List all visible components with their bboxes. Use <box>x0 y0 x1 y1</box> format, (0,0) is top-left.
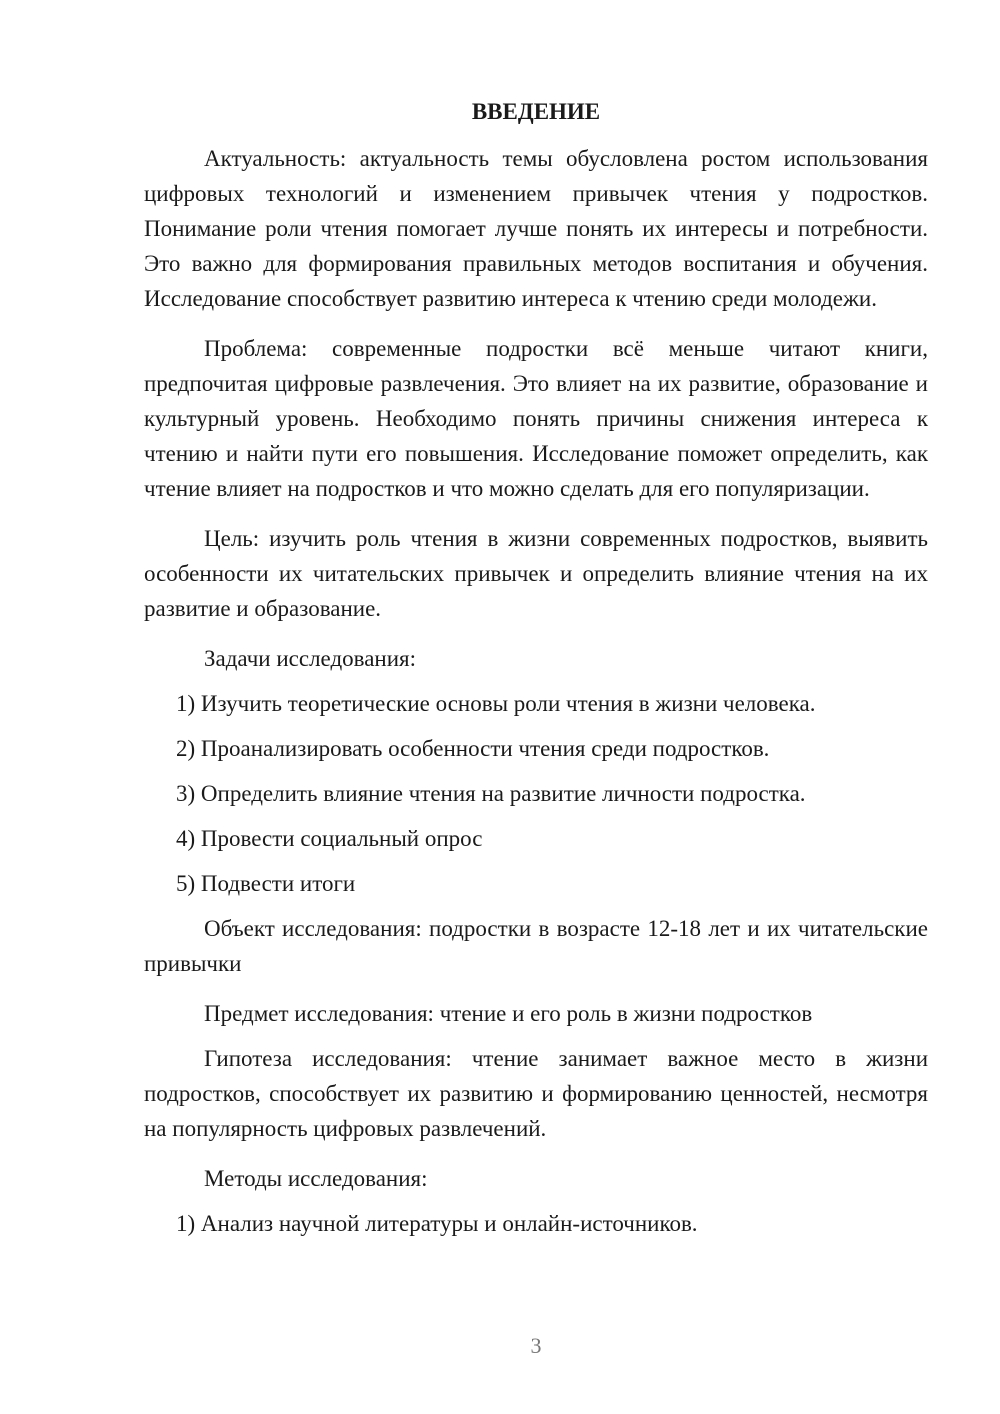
goal-paragraph: Цель: изучить роль чтения в жизни современных подростков, выявить особенности их читательских привычек и определить влияние чтения на их развитие и образование. <box>144 526 928 621</box>
list-item: 1) Изучить теоретические основы роли чтения в жизни человека. <box>176 691 816 716</box>
tasks-heading: Задачи исследования: <box>204 646 417 671</box>
methods-list <box>144 1206 928 1241</box>
relevance-paragraph: Актуальность: актуальность темы обусловлена ростом использования цифровых технологий и изменением привычек чтения у подростков. Понимание роли чтения помогает лучше понять их интересы и потребности. Это важно для формирования правильных методов воспитания и обучения. Исследование способствует развитию интереса к чтению среди молодежи. <box>144 146 928 311</box>
problem-paragraph: Проблема: современные подростки всё меньше читают книги, предпочитая цифровые развлечения. Это влияет на их развитие, образование и культурный уровень. Необходимо понять причины снижения интереса к чтению и найти пути его повышения. Исследование поможет определить, как чтение влияет на подростков и что можно сделать для его популяризации. <box>144 336 928 501</box>
list-item: 4) Провести социальный опрос <box>176 826 483 851</box>
list-item: 5) Подвести итоги <box>176 871 356 896</box>
list-item: 3) Определить влияние чтения на развитие личности подростка. <box>176 781 806 806</box>
page-number: 3 <box>530 1333 542 1358</box>
list-item: 2) Проанализировать особенности чтения среди подростков. <box>176 736 770 761</box>
page-content <box>144 94 928 1251</box>
list-item: 1) Анализ научной литературы и онлайн-источников. <box>176 1211 698 1236</box>
methods-heading: Методы исследования: <box>204 1166 428 1191</box>
section-heading: ВВЕДЕНИЕ <box>471 99 601 124</box>
subject-paragraph: Предмет исследования: чтение и его роль в жизни подростков <box>204 1001 813 1026</box>
hypothesis-paragraph: Гипотеза исследования: чтение занимает важное место в жизни подростков, способствует их развитию и формированию ценностей, несмотря на популярность цифровых развлечений. <box>144 1046 928 1141</box>
tasks-list <box>144 686 928 901</box>
object-paragraph: Объект исследования: подростки в возрасте 12-18 лет и их читательские привычки <box>144 916 928 976</box>
